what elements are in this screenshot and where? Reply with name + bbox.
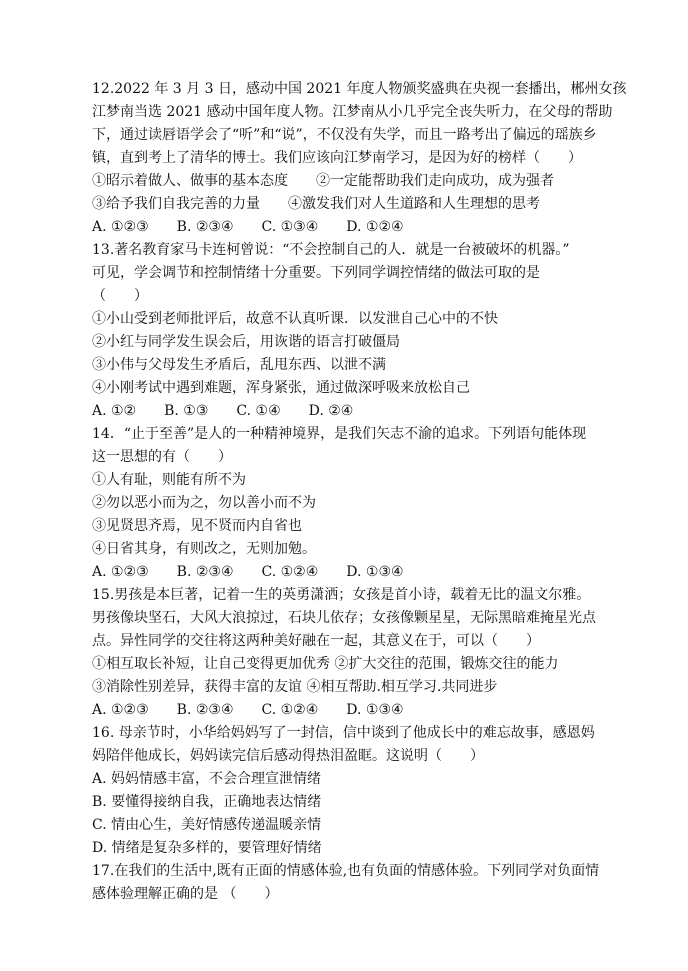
question-16-choice-b: B. 要懂得接纳自我，正确地表达情绪 — [92, 794, 322, 810]
question-15-stem-line-3: 点。异性同学的交往将这两种美好融在一起，其意义在于，可以（ ） — [92, 633, 540, 649]
question-13-statement-2: ②小红与同学发生误会后，用诙谐的语言打破僵局 — [92, 334, 400, 350]
question-13-statement-4: ④小刚考试中遇到难题，浑身紧张，通过做深呼吸来放松自己 — [92, 380, 470, 396]
question-13-answer-blank: （ ） — [92, 288, 148, 304]
question-15 — [92, 584, 602, 722]
question-16-stem-line-1: 16. 母亲节时，小华给妈妈写了一封信，信中谈到了他成长中的难忘故事，感恩妈 — [92, 725, 595, 741]
question-14-statement-4: ④日省其身，有则改之，无则加勉。 — [92, 541, 316, 557]
question-12 — [92, 78, 627, 239]
question-15-stem-line-2: 男孩像块坚石，大风大浪掠过，石块儿依存；女孩像颗星星，无际黑暗难掩星光点 — [92, 610, 596, 626]
question-12-stem-line-4: 镇，直到考上了清华的博士。我们应该向江梦南学习，是因为好的榜样（ ） — [92, 150, 582, 166]
question-16-choice-c: C. 情由心生，美好情感传递温暖亲情 — [92, 817, 322, 833]
question-16-choice-d: D. 情绪是复杂多样的，要管理好情绪 — [92, 840, 322, 856]
question-12-statements-1-2: ①昭示着做人、做事的基本态度 ②一定能帮助我们走向成功，成为强者 — [92, 173, 554, 189]
question-15-stem-line-1: 15.男孩是本巨著，记着一生的英勇潇洒；女孩是首小诗，载着无比的温文尔雅。 — [92, 587, 591, 603]
question-14-choices: A. ①②③ B. ②③④ C. ①②④ D. ①③④ — [92, 564, 404, 580]
question-12-stem-line-1: 12.2022 年 3 月 3 日，感动中国 2021 年度人物颁奖盛典在央视一套播出，郴州女孩 — [92, 81, 627, 97]
question-14-statement-2: ②勿以恶小而为之，勿以善小而不为 — [92, 495, 316, 511]
question-15-statements-1-2: ①相互取长补短，让自己变得更加优秀 ②扩大交往的范围，锻炼交往的能力 — [92, 656, 559, 672]
question-14-stem-line-2: 这一思想的有（ ） — [92, 449, 232, 465]
question-13-statement-1: ①小山受到老师批评后，故意不认真听课．以发泄自己心中的不快 — [92, 311, 498, 327]
question-14-statement-3: ③见贤思齐焉，见不贤而内自省也 — [92, 518, 302, 534]
question-15-statements-3-4: ③消除性别差异，获得丰富的友谊 ④相互帮助.相互学习.共同进步 — [92, 679, 498, 695]
question-13 — [92, 239, 602, 423]
question-12-choices: A. ①②③ B. ②③④ C. ①③④ D. ①②④ — [92, 219, 404, 235]
question-17 — [92, 860, 602, 906]
question-13-stem-line-2: 可见，学会调节和控制情绪十分重要。下列同学调控情绪的做法可取的是 — [92, 265, 540, 281]
question-14 — [92, 423, 602, 584]
question-14-stem-line-1: 14．“止于至善”是人的一种精神境界，是我们矢志不渝的追求。下列语句能体现 — [92, 426, 587, 442]
question-17-stem-line-1: 17.在我们的生活中,既有正面的情感体验,也有负面的情感体验。下列同学对负面情 — [92, 863, 600, 879]
question-17-stem-line-2: 感体验理解正确的是 （ ） — [92, 886, 279, 902]
question-12-stem-line-2: 江梦南当选 2021 感动中国年度人物。江梦南从小几乎完全丧失听力，在父母的帮助 — [92, 104, 613, 120]
question-12-stem-line-3: 下，通过读唇语学会了“听”和“说”，不仅没有失学，而且一路考出了偏远的瑶族乡 — [92, 127, 597, 143]
question-15-choices: A. ①②③ B. ②③④ C. ①②④ D. ①③④ — [92, 702, 404, 718]
question-13-choices: A. ①② B. ①③ C. ①④ D. ②④ — [92, 403, 354, 419]
question-13-statement-3: ③小伟与父母发生矛盾后，乱甩东西、以泄不满 — [92, 357, 386, 373]
question-16-stem-line-2: 妈陪伴他成长，妈妈读完信后感动得热泪盈眶。这说明（ ） — [92, 748, 484, 764]
question-16 — [92, 722, 602, 860]
question-13-stem-line-1: 13.著名教育家马卡连柯曾说：“不会控制自己的人．就是一台被破坏的机器。” — [92, 242, 570, 258]
question-list — [92, 78, 627, 906]
question-12-statements-3-4: ③给予我们自我完善的力量 ④激发我们对人生道路和人生理想的思考 — [92, 196, 540, 212]
question-16-choice-a: A. 妈妈情感丰富，不会合理宣泄情绪 — [92, 771, 322, 787]
question-14-statement-1: ①人有耻，则能有所不为 — [92, 472, 246, 488]
